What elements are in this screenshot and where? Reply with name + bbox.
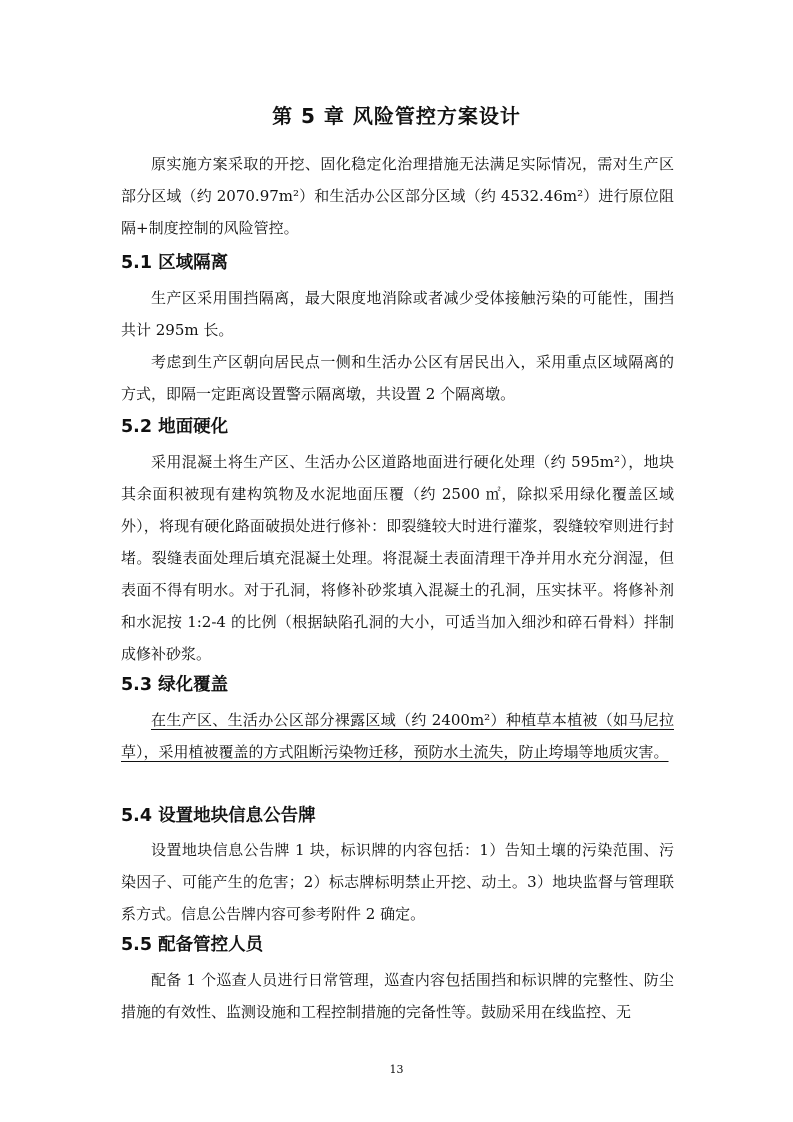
paragraph-5-1-b: 考虑到生产区朝向居民点一侧和生活办公区有居民出入，采用重点区域隔离的方式，即隔一定距离设置警示隔离墩，共设置 2 个隔离墩。 xyxy=(121,353,674,403)
section-heading-5-4: 5.4 设置地块信息公告牌 xyxy=(121,806,316,826)
intro-paragraph: 原实施方案采取的开挖、固化稳定化治理措施无法满足实际情况，需对生产区部分区域（约 2070.97m²）和生活办公区部分区域（约 4532.46m²）进行原位阻隔+制度控制的风险管控。 xyxy=(121,155,674,237)
paragraph-5-2: 采用混凝土将生产区、生活办公区道路地面进行硬化处理（约 595m²），地块其余面积被现有建构筑物及水泥地面压覆（约 2500 ㎡，除拟采用绿化覆盖区域外），将现有硬化路面破损处进行修补：即裂缝较大时进行灌浆，裂缝较窄则进行封堵。裂缝表面处理后填充混凝土处理。将混凝土表面清理干净并用水充分润湿，但表面不得有明水。对于孔洞，将修补砂浆填入混凝土的孔洞，压实抹平。将修补剂和水泥按 1:2-4 的比例（根据缺陷孔洞的大小，可适当加入细沙和碎石骨料）拌制成修补砂浆。 xyxy=(121,453,674,663)
paragraph-5-1-a: 生产区采用围挡隔离，最大限度地消除或者减少受体接触污染的可能性，围挡共计 295m 长。 xyxy=(121,289,674,339)
section-heading-5-2: 5.2 地面硬化 xyxy=(121,417,229,437)
page-number: 13 xyxy=(389,1063,404,1076)
section-heading-5-5: 5.5 配备管控人员 xyxy=(121,935,264,955)
section-heading-5-1: 5.1 区域隔离 xyxy=(121,253,229,273)
paragraph-5-5: 配备 1 个巡查人员进行日常管理，巡查内容包括围挡和标识牌的完整性、防尘措施的有效性、监测设施和工程控制措施的完备性等。鼓励采用在线监控、无 xyxy=(121,971,674,1021)
paragraph-5-3: 在生产区、生活办公区部分裸露区域（约 2400m²）种植草本植被（如马尼拉草），采用植被覆盖的方式阻断污染物迁移，预防水土流失，防止垮塌等地质灾害。 xyxy=(121,711,674,761)
section-heading-5-3: 5.3 绿化覆盖 xyxy=(121,675,229,695)
paragraph-5-4: 设置地块信息公告牌 1 块，标识牌的内容包括：1）告知土壤的污染范围、污染因子、可能产生的危害；2）标志牌标明禁止开挖、动土。3）地块监督与管理联系方式。信息公告牌内容可参考附件 2 确定。 xyxy=(121,841,674,923)
chapter-title: 第 5 章 风险管控方案设计 xyxy=(272,104,521,128)
